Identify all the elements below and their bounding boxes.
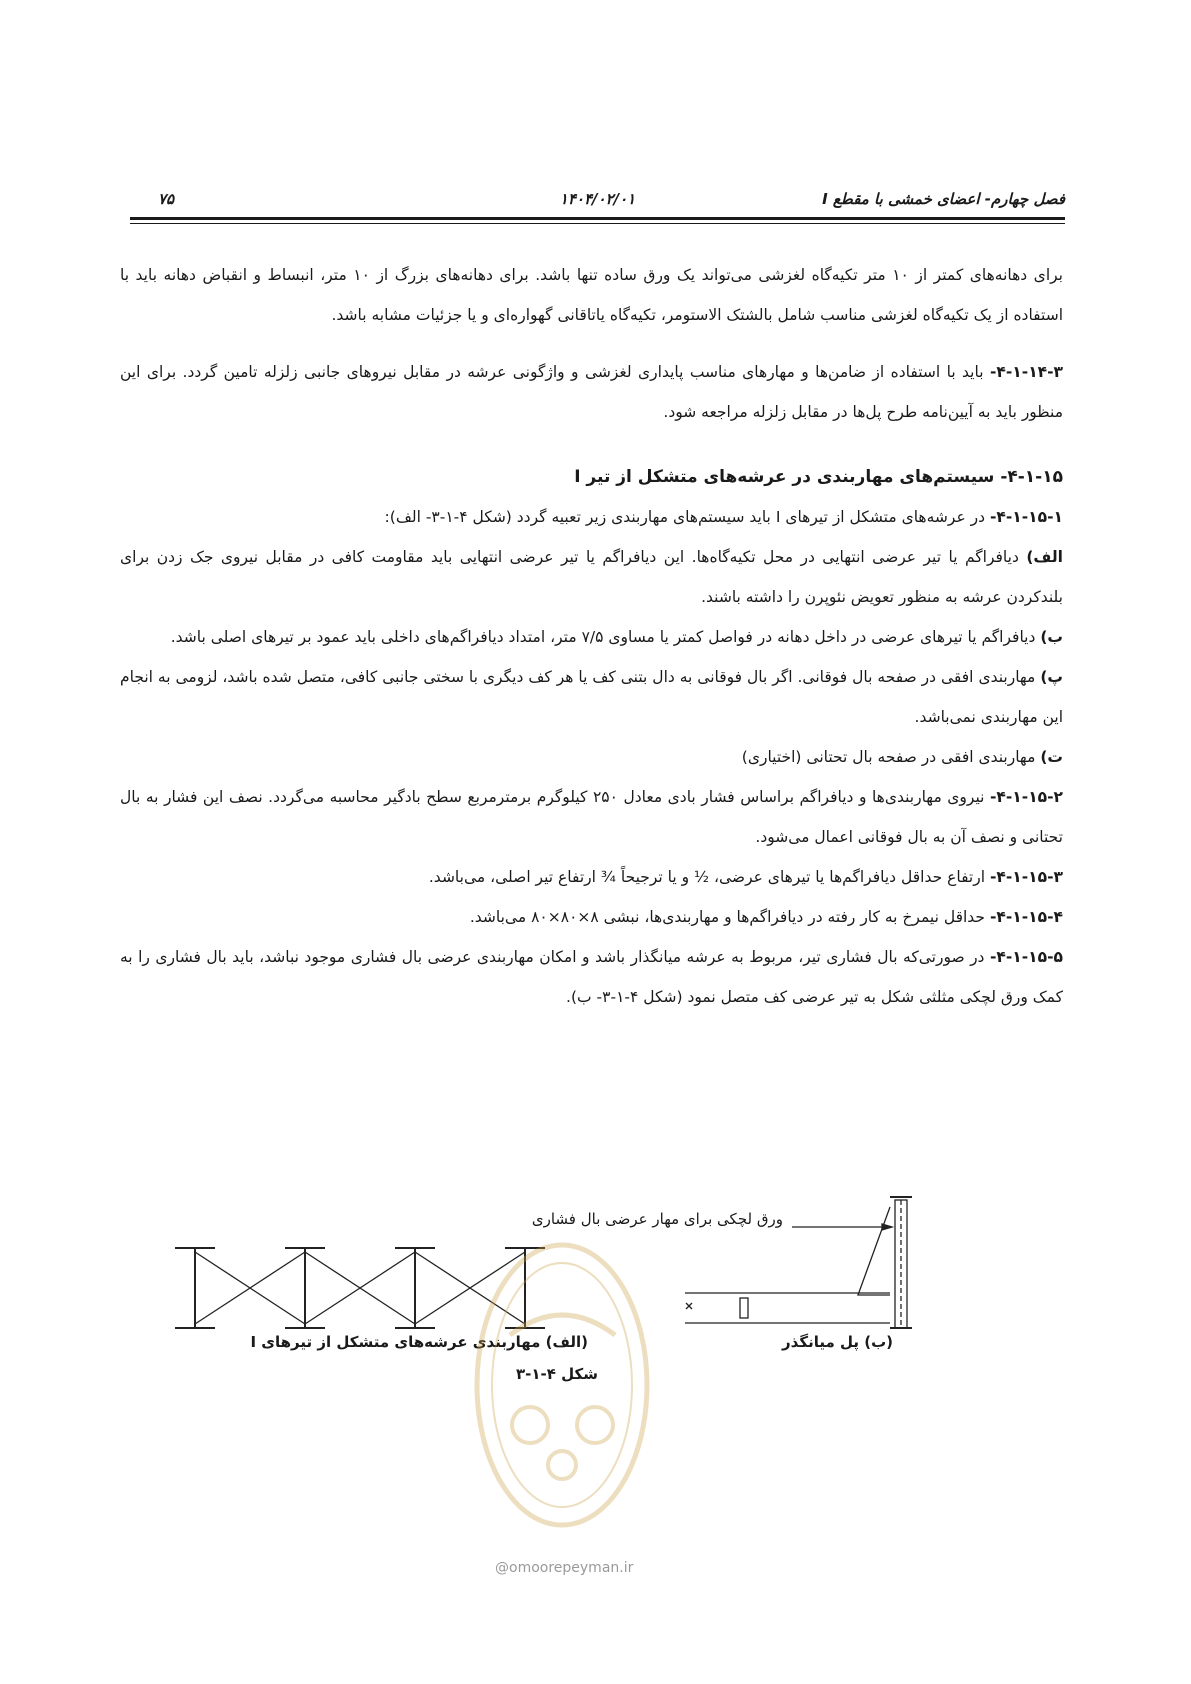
watermark-logo [470,1235,655,1545]
clause-number: ۴-۱-۱۵-۳- [989,868,1063,886]
item-a: الف) دیافراگم یا تیر عرضی انتهایی در محل تکیه‌گاه‌ها. این دیافراگم یا تیر عرضی انتهایی باید مقاومت کافی در مقابل نیروی جک زدن برای بلندکردن عرشه به منظور تعویض نئوپرن را داشته باشند. [120,548,1063,606]
i-beam [285,1248,325,1328]
i-beam [395,1248,435,1328]
clause-number: ۴-۱-۱۴-۳- [989,363,1064,381]
clause-number: ۴-۱-۱۵-۴- [989,908,1063,926]
item-d: ت) مهاربندی افقی در صفحه بال تحتانی (اختیاری) [741,748,1063,766]
fraction-three-quarters: ¾ [600,868,616,886]
fraction-half: ½ [694,868,710,886]
item-label: ب) [1040,628,1063,646]
header-rule-thin [130,223,1065,224]
watermark-url: @omoorepeyman.ir [495,1560,634,1576]
item-label: ت) [1040,748,1063,766]
item-b: ب) دیافراگم یا تیرهای عرضی در داخل دهانه در فواصل کمتر یا مساوی ۷/۵ متر، امتداد دیافراگم‌های داخلی باید عمود بر تیرهای اصلی باشد. [170,628,1063,646]
clause-number: ۴-۱-۱۵-۵- [989,948,1063,966]
clause-4-1-15-1: ۴-۱-۱۵-۱- در عرشه‌های متشکل از تیرهای I باید سیستم‌های مهاربندی زیر تعبیه گردد (شکل ۴-۱-۳- الف): [384,508,1063,526]
page-header [130,190,1065,214]
figure-caption: شکل ۴-۱-۳ [515,1365,598,1383]
section-title: سیستم‌های مهاربندی در عرشه‌های متشکل از تیر I [574,467,995,487]
section-heading [120,457,1063,497]
clause-4-1-15-5: ۴-۱-۱۵-۵- در صورتی‌که بال فشاری تیر، مربوط به عرشه میانگذار باشد و امکان مهاربندی عرضی بال فشاری موجود نباشد، باید بال فشاری را به کمک ورق لچکی مثلثی شکل به تیر عرضی کف متصل نمود (شکل ۴-۱-۳- ب). [120,948,1063,1006]
clause-4-1-15-3: ۴-۱-۱۵-۳- ارتفاع حداقل دیافراگم‌ها یا تیرهای عرضی، ½ و یا ترجیحاً ¾ ارتفاع تیر اصلی، می‌باشد. [428,868,1063,886]
clause-number: ۴-۱-۱۵-۱- [989,508,1063,526]
clause-4-1-15-4: ۴-۱-۱۵-۴- حداقل نیمرخ به کار رفته در دیافراگم‌ها و مهاربندی‌ها، نبشی ۸×۸۰×۸۰ می‌باشد. [469,908,1063,926]
caption-a: (الف) مهاربندی عرشه‌های متشکل از تیرهای I [250,1333,588,1351]
page-number: ۷۵ [158,190,175,208]
item-label: الف) [1026,548,1063,566]
chapter-title: فصل چهارم- اعضای خمشی با مقطع I [822,190,1065,208]
page-body [120,255,1063,1017]
header-date: ۱۴۰۴/۰۲/۰۱ [559,190,636,208]
caption-b: (ب) پل میانگذر [782,1333,893,1351]
item-label: پ) [1040,668,1063,686]
clause-number: ۴-۱-۱۵-۲- [989,788,1064,806]
callout-label: ورق لچکی برای مهار عرضی بال فشاری [531,1210,783,1228]
header-rule-thick [130,217,1065,220]
item-c: پ) مهاربندی افقی در صفحه بال فوقانی. اگر بال فوقانی به دال بتنی کف یا هر کف دیگری با سختی جانبی کافی، متصل شده باشد، لزومی به انجام این مهاربندی نمی‌باشد. [120,668,1063,726]
i-beam [175,1248,215,1328]
clause-4-1-14-3: ۴-۱-۱۴-۳- باید با استفاده از ضامن‌ها و مهارهای مناسب پایداری لغزشی و واژگونی عرشه در مقابل نیروهای جانبی زلزله تامین گردد. برای این منظور باید به آیین‌نامه طرح پل‌ها در مقابل زلزله مراجعه شود. [120,363,1064,421]
watermark-seal-icon [470,1235,655,1545]
section-number: ۴-۱-۱۵- [1000,467,1063,487]
clause-4-1-15-2: ۴-۱-۱۵-۲- نیروی مهاربندی‌ها و دیافراگم براساس فشار بادی معادل ۲۵۰ کیلوگرم برمترمربع سطح بادگیر محاسبه می‌گردد. نصف این فشار به بال تحتانی و نصف آن به بال فوقانی اعمال می‌شود. [120,788,1064,846]
paragraph-sliding-support: برای دهانه‌های کمتر از ۱۰ متر تکیه‌گاه لغزشی می‌تواند یک ورق ساده تنها باشد. برای دهانه‌های بزرگ از ۱۰ متر، انبساط و انقباض دهانه باید با استفاده از یک تکیه‌گاه لغزشی مناسب شامل بالشتک الاستومر، تکیه‌گاه یاتاقانی گهواره‌ای و یا جزئیات مشابه باشد. [120,266,1063,324]
